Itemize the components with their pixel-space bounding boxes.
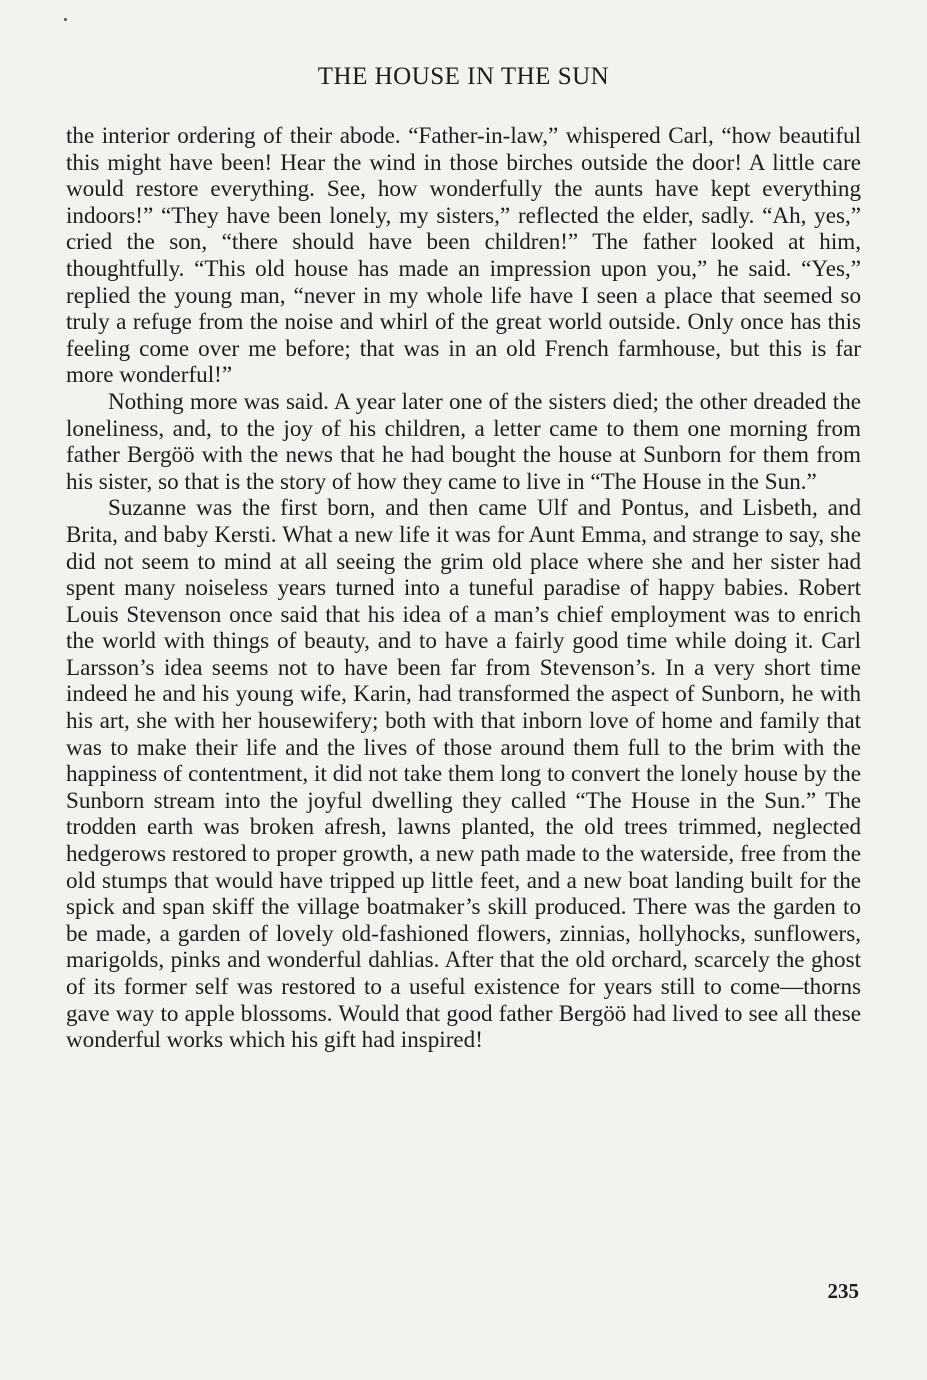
running-title: THE HOUSE IN THE SUN xyxy=(317,63,610,90)
body-text xyxy=(66,122,861,1053)
paragraph: Nothing more was said. A year later one of the sisters died; the other dreaded the loneliness, and, to the joy of his children, a letter came to them one morning from father Bergöö with the news that he had bought the house at Sunborn for them from his sister, so that is the story of how they came to live in “The House in the Sun.” xyxy=(66,387,861,494)
page-number: 235 xyxy=(827,1279,859,1303)
paragraph-continued: the interior ordering of their abode. “Father-in-law,” whispered Carl, “how beautiful this might have been! Hear the wind in those birches outside the door! A little care would restore everything. See, how wonderfully the aunts have kept everything indoors!” “They have been lonely, my sisters,” reflected the elder, sadly. “Ah, yes,” cried the son, “there should have been children!” The father looked at him, thoughtfully. “This old house has made an impression upon you,” he said. “Yes,” replied the young man, “never in my whole life have I seen a place that seemed so truly a refuge from the noise and whirl of the great world outside. Only once has this feeling come over me before; that was in an old French farmhouse, but this is far more wonderful!” xyxy=(66,122,861,388)
paragraph: Suzanne was the first born, and then came Ulf and Pontus, and Lisbeth, and Brita, and baby Kersti. What a new life it was for Aunt Emma, and strange to say, she did not seem to mind at all seeing the grim old place where she and her sister had spent many noiseless years turned into a tuneful paradise of happy babies. Robert Louis Stevenson once said that his idea of a man’s chief employment was to enrich the world with things of beauty, and to have a fairly good time while doing it. Carl Larsson’s idea seems not to have been far from Stevenson’s. In a very short time indeed he and his young wife, Karin, had transformed the aspect of Sunborn, he with his art, she with her housewifery; both with that inborn love of home and family that was to make their life and the lives of those around them full to the brim with the happiness of contentment, it did not take them long to convert the lonely house by the Sunborn stream into the joyful dwelling they called “The House in the Sun.” The trodden earth was broken afresh, lawns planted, the old trees trimmed, neglected hedgerows restored to proper growth, a new path made to the waterside, free from the old stumps that would have tripped up little feet, and a new boat landing built for the spick and span skiff the village boatmaker’s skill produced. There was the garden to be made, a garden of lovely old-fashioned flowers, zinnias, hollyhocks, sunflowers, marigolds, pinks and wonderful dahlias. After that the old orchard, scarcely the ghost of its former self was restored to a useful existence for years still to come—thorns gave way to apple blossoms. Would that good father Bergöö had lived to see all these wonderful works which his gift had inspired! xyxy=(66,494,861,1053)
print-speck xyxy=(64,18,67,21)
